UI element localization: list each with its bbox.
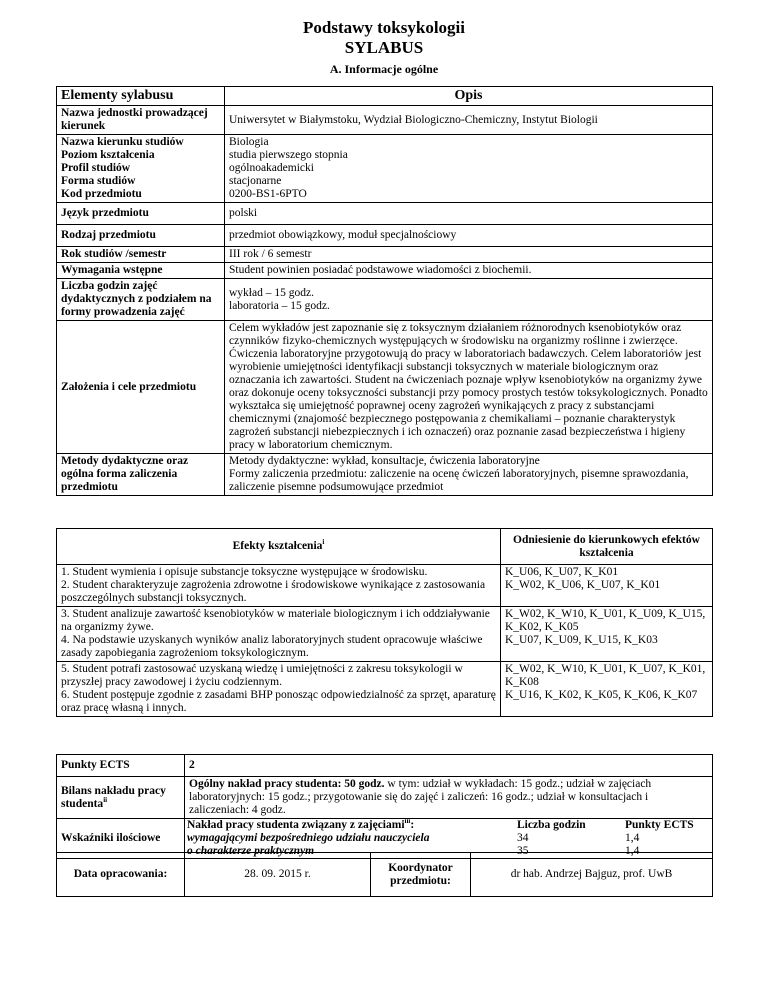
row-label: Założenia i cele przedmiotu bbox=[57, 321, 225, 454]
row-label: Wymagania wstępne bbox=[57, 263, 225, 279]
row-value: Uniwersytet w Białymstoku, Wydział Biologiczno-Chemiczny, Instytut Biologii bbox=[225, 106, 713, 135]
row-label: Poziom kształcenia bbox=[61, 149, 155, 161]
effect-item: 5. Student potrafi zastosować uzyskaną wiedzę i umiejętności z zakresu toksykologii w przyszłej pracy zawodowej i życiu codziennym. bbox=[61, 663, 463, 688]
balance-details: w tym: udział w wykładach: 15 godz.; udział w zajęciach laboratoryjnych: 15 godz.; przygotowanie się do zajęć i zaliczeń: 16 godz.; udział w konsultacjach i zaliczeniach: 4 godz. bbox=[189, 778, 652, 816]
row-label: Nazwa kierunku studiów bbox=[61, 136, 184, 148]
row-value bbox=[225, 454, 713, 496]
row-value: przedmiot obowiązkowy, moduł specjalnościowy bbox=[225, 225, 713, 247]
table-row bbox=[57, 135, 713, 203]
row-label: Nazwa jednostki prowadzącej kierunek bbox=[57, 106, 225, 135]
table-row bbox=[57, 662, 713, 717]
indicator-label: wymagającymi bezpośredniego udziału nauczyciela bbox=[187, 832, 430, 844]
row-value: ogólnoakademicki bbox=[229, 162, 314, 174]
table-row bbox=[57, 225, 713, 247]
ref-item: K_W02, K_W10, K_U01, K_U07, K_K01, K_K08 bbox=[505, 663, 706, 688]
refs-cell bbox=[501, 607, 713, 662]
ects-table bbox=[56, 754, 713, 859]
column-header-effects bbox=[57, 529, 501, 565]
balance-value bbox=[185, 777, 713, 819]
row-label: Metody dydaktyczne oraz ogólna forma zaliczenia przedmiotu bbox=[57, 454, 225, 496]
row-label: Rodzaj przedmiotu bbox=[57, 225, 225, 247]
effect-item: 3. Student analizuje zawartość ksenobiotyków w materiale biologicznym i ich oddziaływanie na organizmy żywe. bbox=[61, 608, 490, 633]
table-row bbox=[57, 247, 713, 263]
hours-line: laboratoria – 15 godz. bbox=[229, 299, 330, 312]
row-label: Rok studiów /semestr bbox=[57, 247, 225, 263]
table-row bbox=[57, 279, 713, 321]
coordinator-value: dr hab. Andrzej Bajguz, prof. UwB bbox=[471, 853, 713, 897]
indicator-row bbox=[185, 832, 713, 845]
row-value: polski bbox=[225, 203, 713, 225]
column-header-reference: Odniesienie do kierunkowych efektów kształcenia bbox=[501, 529, 713, 565]
ects-points-value: 2 bbox=[185, 755, 713, 777]
indicators-header: Nakład pracy studenta związany z zajęciami$^{iii}$: bbox=[187, 817, 415, 831]
document-title: Podstawy toksykologii bbox=[303, 18, 465, 37]
refs-cell bbox=[501, 662, 713, 717]
column-header-elements: Elementy sylabusu bbox=[57, 87, 225, 106]
row-value: III rok / 6 semestr bbox=[225, 247, 713, 263]
footer-row bbox=[57, 853, 713, 897]
row-label: Kod przedmiotu bbox=[61, 188, 142, 200]
indicator-ects: 1,4 bbox=[625, 832, 640, 844]
row-label: Punkty ECTS bbox=[57, 755, 185, 777]
footnote-mark: iii bbox=[404, 817, 411, 826]
table-row bbox=[57, 607, 713, 662]
indicator-hours: 35 bbox=[517, 845, 529, 857]
general-header-row bbox=[57, 87, 713, 106]
row-label: Profil studiów bbox=[61, 162, 131, 174]
ref-item: K_U07, K_U09, K_U15, K_K03 bbox=[505, 634, 658, 646]
section-heading: A. Informacje ogólne bbox=[329, 62, 439, 76]
row-value: Student powinien posiadać podstawowe wiadomości z biochemii. bbox=[225, 263, 713, 279]
row-value: Biologia bbox=[229, 136, 269, 148]
effects-cell bbox=[57, 565, 501, 607]
indicators-header-text: Nakład pracy studenta związany z zajęciami bbox=[187, 819, 405, 831]
row-label: Język przedmiotu bbox=[57, 203, 225, 225]
ref-item: K_W02, K_U06, K_U07, K_K01 bbox=[505, 579, 661, 591]
column-header-hours: Liczba godzin bbox=[517, 819, 586, 831]
row-label-group bbox=[57, 135, 225, 203]
table-row bbox=[57, 565, 713, 607]
effect-item: 2. Student charakteryzuje zagrożenia zdrowotne i środowiskowe wynikające z zastosowania poszczególnych substancji toksycznych. bbox=[61, 579, 486, 604]
row-value: stacjonarne bbox=[229, 175, 282, 187]
balance-total: Ogólny nakład pracy studenta: 50 godz. bbox=[189, 778, 385, 790]
row-label: Forma studiów bbox=[61, 175, 136, 187]
table-row bbox=[57, 321, 713, 454]
row-label: Liczba godzin zajęć dydaktycznych z podziałem na formy prowadzenia zajęć bbox=[57, 279, 225, 321]
refs-cell bbox=[501, 565, 713, 607]
row-value-group bbox=[225, 135, 713, 203]
effects-header-text: Efekty kształcenia bbox=[232, 540, 323, 552]
methods-line: Formy zaliczenia przedmiotu: zaliczenie na ocenę ćwiczeń laboratoryjnych, pisemne sprawozdania, zaliczenie pisemne podsumowujące przedmiot bbox=[229, 468, 689, 493]
ref-item: K_U06, K_U07, K_K01 bbox=[505, 566, 619, 578]
table-row bbox=[57, 755, 713, 777]
effect-item: 6. Student postępuje zgodnie z zasadami BHP ponosząc odpowiedzialność za sprzęt, aparaturę oraz pracę własną i innych. bbox=[61, 689, 496, 714]
table-row bbox=[57, 263, 713, 279]
balance-label-text: Bilans nakładu pracy studenta bbox=[61, 784, 166, 810]
row-value bbox=[225, 279, 713, 321]
table-row bbox=[57, 203, 713, 225]
row-label bbox=[57, 777, 185, 819]
effects-cell bbox=[57, 662, 501, 717]
indicator-ects: 1,4 bbox=[625, 845, 640, 857]
effects-header-row bbox=[57, 529, 713, 565]
indicators-header-row bbox=[185, 819, 713, 832]
methods-line: Metody dydaktyczne: wykład, konsultacje, ćwiczenia laboratoryjne bbox=[229, 455, 540, 467]
row-value: Celem wykładów jest zapoznanie się z toksycznym działaniem różnorodnych ksenobiotyków oraz czynników fizyko-chemicznych występujących w środowisku na organizmy roślinne i zwierzęce. Ćwiczenia laboratoryjne przygotowują do pracy w laboratoriach badawczych. Celem laboratoriów jest wyrobienie umiejętności identyfikacji substancji toksycznych w materiale biologicznym oraz oznaczania ich zawartości. Student na ćwiczeniach poznaje wpływ ksenobiotyków na organizmy żywe oraz dokonuje oceny toksyczności substancji przy pomocy prostych testów toksykologicznych. Ponadto wykształca się umiejętność poprawnej oceny zagrożeń wynikających z pracy z substancjami chemicznymi (znajomość bezpiecznego postępowania z chemikaliami – poznanie charakterystyk zagrożeń substancji niebezpiecznych i ich oznaczeń) oraz poznanie zasad bezpieczeństwa i higieny pracy w laboratorium chemicznym. bbox=[225, 321, 713, 454]
document-subtitle: SYLABUS bbox=[344, 38, 424, 57]
column-header-description: Opis bbox=[225, 87, 713, 106]
date-value: 28. 09. 2015 r. bbox=[185, 853, 371, 897]
table-row bbox=[57, 106, 713, 135]
footer-table bbox=[56, 852, 713, 897]
indicator-hours: 34 bbox=[517, 832, 529, 844]
effects-table bbox=[56, 528, 713, 717]
general-info-table bbox=[56, 86, 713, 496]
row-value: studia pierwszego stopnia bbox=[229, 149, 348, 161]
ref-item: K_U16, K_K02, K_K05, K_K06, K_K07 bbox=[505, 689, 698, 701]
row-label: Wskaźniki ilościowe bbox=[57, 819, 185, 859]
row-value: 0200-BS1-6PTO bbox=[229, 188, 307, 200]
hours-line: wykład – 15 godz. bbox=[229, 286, 314, 299]
effect-item: 1. Student wymienia i opisuje substancje toksyczne występujące w środowisku. bbox=[61, 566, 428, 578]
footnote-mark: i bbox=[322, 538, 325, 547]
effects-cell bbox=[57, 607, 501, 662]
table-row bbox=[57, 454, 713, 496]
indicator-label: o charakterze praktycznym bbox=[187, 845, 315, 857]
footnote-mark: ii bbox=[103, 795, 108, 804]
date-label: Data opracowania: bbox=[57, 853, 185, 897]
effect-item: 4. Na podstawie uzyskanych wyników analiz laboratoryjnych student opracowuje właściwe zasady zapobiegania zagrożeniom toksykologicznym. bbox=[61, 634, 483, 659]
coordinator-label: Koordynator przedmiotu: bbox=[371, 853, 471, 897]
ref-item: K_W02, K_W10, K_U01, K_U09, K_U15, K_K02, K_K05 bbox=[505, 608, 706, 633]
column-header-ects: Punkty ECTS bbox=[625, 819, 694, 831]
table-row bbox=[57, 777, 713, 819]
